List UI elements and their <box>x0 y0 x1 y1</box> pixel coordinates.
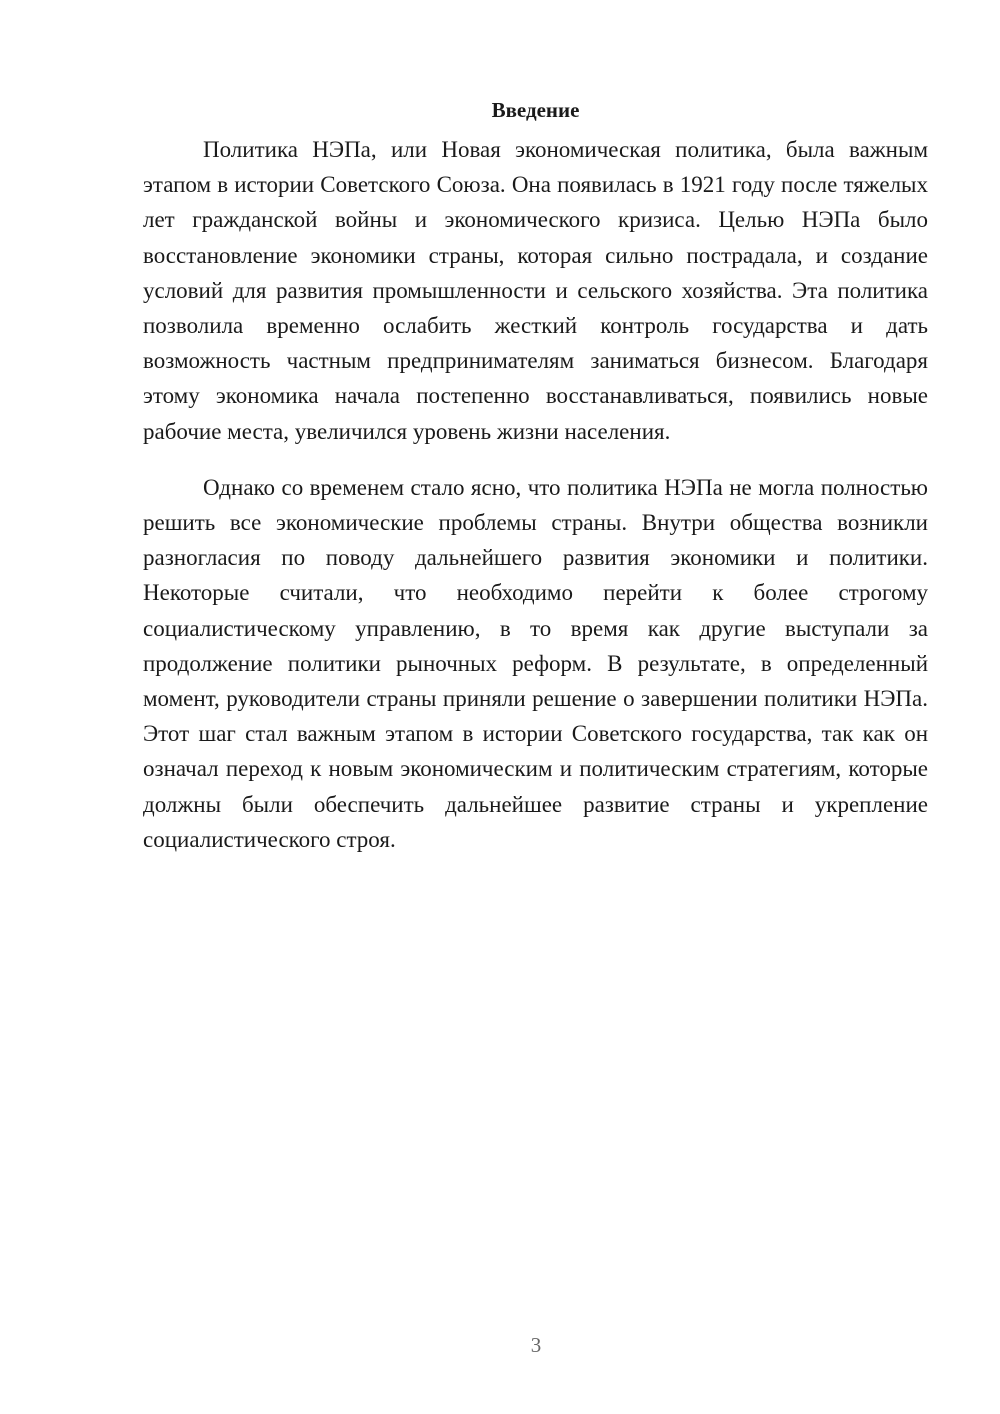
paragraph-2: Однако со временем стало ясно, что политика НЭПа не могла полностью решить все экономические проблемы страны. Внутри общества возникли разногласия по поводу дальнейшего развития экономики и политики. Некоторые считали, что необходимо перейти к более строгому социалистическому управлению, в то время как другие выступали за продолжение политики рыночных реформ. В результате, в определенный момент, руководители страны приняли решение о завершении политики НЭПа. Этот шаг стал важным этапом в истории Советского государства, так как он означал переход к новым экономическим и политическим стратегиям, которые должны были обеспечить дальнейшее развитие страны и укрепление социалистического строя. <box>143 474 928 852</box>
page-number: 3 <box>530 1333 542 1357</box>
page-heading: Введение <box>491 98 580 122</box>
page-content <box>143 92 928 857</box>
paragraph-1: Политика НЭПа, или Новая экономическая политика, была важным этапом в истории Советского Союза. Она появилась в 1921 году после тяжелых лет гражданской войны и экономического кризиса. Целью НЭПа было восстановление экономики страны, которая сильно пострадала, и создание условий для развития промышленности и сельского хозяйства. Эта политика позволила временно ослабить жесткий контроль государства и дать возможность частным предпринимателям заниматься бизнесом. Благодаря этому экономика начала постепенно восстанавливаться, появились новые рабочие места, увеличился уровень жизни населения. <box>143 137 928 444</box>
